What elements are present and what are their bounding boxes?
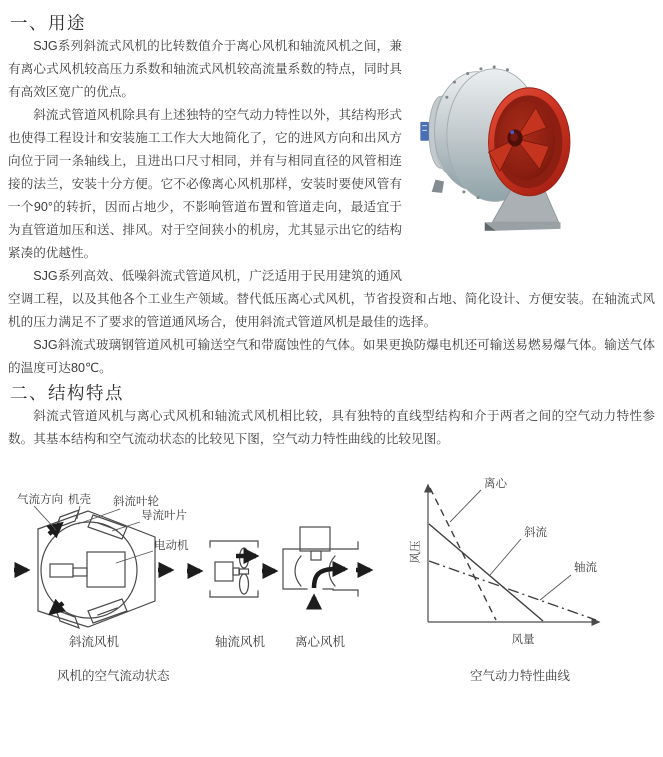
section1-body — [8, 35, 655, 380]
caption-flow-states: 风机的空气流动状态 — [57, 669, 170, 683]
impeller-ring — [489, 88, 570, 196]
figures-flow-and-curves — [0, 474, 663, 706]
stand-base — [485, 222, 561, 231]
x-axis-label: 风量 — [511, 634, 535, 646]
section2-body — [8, 405, 655, 451]
label-airflow-direction: 气流方向 — [17, 494, 63, 506]
label-guide-vane: 导流叶片 — [141, 510, 187, 522]
mixed-flow-fan-diagram — [14, 492, 189, 649]
axial-fan-diagram — [187, 541, 275, 649]
nameplate-sticker — [420, 122, 429, 141]
section1-title: 一、用途 — [10, 13, 86, 33]
caption-axial-fan: 轴流风机 — [214, 635, 266, 649]
caption-curves: 空气动力特性曲线 — [469, 669, 571, 683]
label-casing: 机壳 — [68, 494, 91, 506]
centrifugal-fan-diagram — [283, 527, 370, 649]
product-photo-mixed-flow-fan — [412, 48, 655, 280]
rear-foot — [432, 180, 444, 193]
usage-paragraph-2: 斜流式管道风机除具有上述独特的空气动力特性以外，其结构形式也使得工程设计和安装施工工作大大地简化了，它的进风方向和出风方向位于同一条轴线上，且进出口尺寸相同，并有与相同直径的风管相连接的法兰，安装十分方便。它不必像离心风机那样，安装时要使风管有一个90°的转折，因而占地少，不影响管道布置和管道走向，最适宜于为直管道加压和送、排风。对于空间狭小的机房，尤其显示出它的结构紧凑的优越性。 — [8, 108, 402, 260]
caption-centrifugal-fan: 离心风机 — [294, 635, 346, 649]
y-axis-label: 风压 — [410, 540, 422, 564]
structure-paragraph: 斜流式管道风机与离心式风机和轴流式风机相比较，具有独特的直线型结构和介于两者之间的空气动力特性参数。其基本结构和空气流动状态的比较见下图，空气动力特性曲线的比较见图。 — [8, 409, 655, 446]
label-motor: 电动机 — [154, 540, 189, 552]
section2-title: 二、结构特点 — [10, 383, 124, 403]
legend-axial: 轴流 — [574, 562, 597, 574]
legend-mixed: 斜流 — [524, 527, 547, 539]
label-impeller: 斜流叶轮 — [113, 496, 159, 508]
curve-axial — [429, 561, 596, 620]
usage-paragraph-4: SJG斜流式玻璃钢管道风机可输送空气和带腐蚀性的气体。如果更换防爆电机还可输送易燃易爆气体。输送气体的温度可达80℃。 — [8, 338, 655, 375]
usage-paragraph-3: SJG系列高效、低噪斜流式管道风机，广泛适用于民用建筑的通风空调工程，以及其他各个工业生产领域。替代低压离心式风机，节省投资和占地、简化设计、方便安装。在轴流式风机的压力满足不了要求的管道通风场合，使用斜流式管道风机是最佳的选择。 — [8, 269, 655, 329]
caption-mixed-fan: 斜流风机 — [68, 635, 120, 649]
curve-centrifugal — [430, 488, 496, 620]
performance-curve-chart — [409, 477, 599, 683]
usage-paragraph-1: SJG系列斜流式风机的比转数值介于离心风机和轴流风机之间，兼有离心式风机较高压力系数和轴流式风机较高流量系数的特点，同时具有高效区宽广的优点。 — [8, 39, 402, 99]
legend-centrifugal: 离心 — [484, 478, 507, 490]
